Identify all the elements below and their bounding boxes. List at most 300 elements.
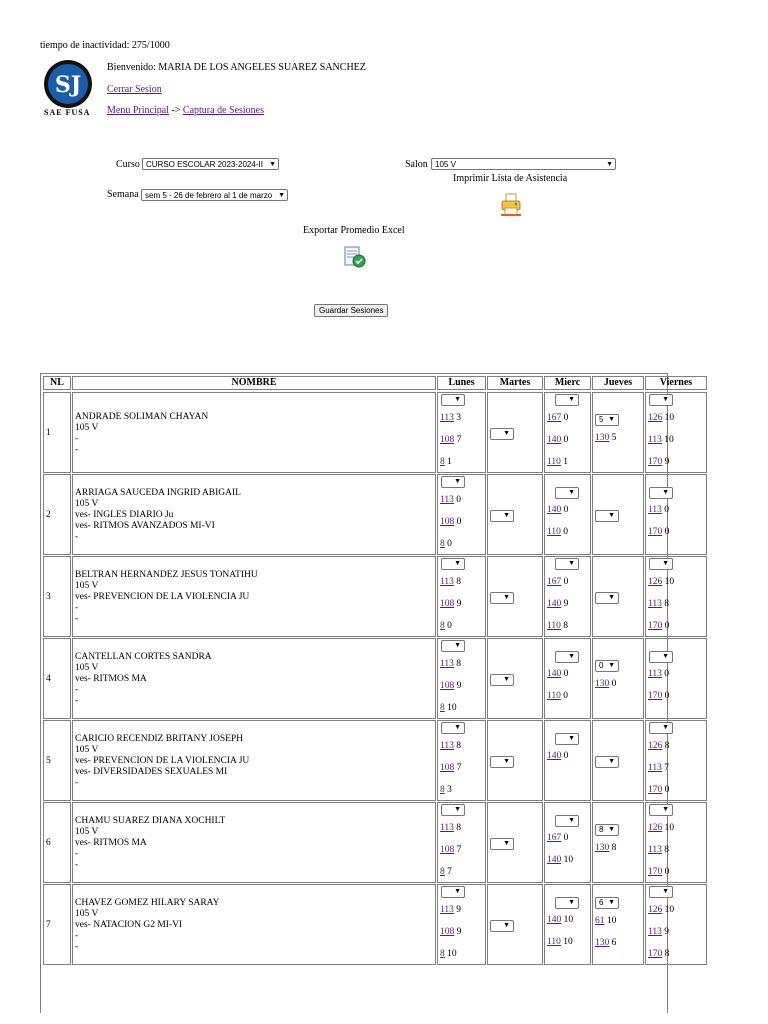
- nl-cell: [43, 556, 71, 637]
- session-link[interactable]: 130: [595, 938, 610, 948]
- chevron-down-icon: ▼: [454, 396, 461, 403]
- session-link[interactable]: 140: [547, 751, 562, 761]
- session-link[interactable]: 167: [547, 413, 562, 423]
- student-detail: ves- INGLES DIARIO Ju: [75, 510, 174, 520]
- mierc-select[interactable]: [555, 394, 579, 406]
- session-link[interactable]: 113: [440, 659, 454, 669]
- lunes-cell: [437, 474, 486, 555]
- session-link[interactable]: 113: [648, 763, 662, 773]
- chevron-down-icon: ▼: [503, 921, 510, 929]
- chevron-down-icon: ▼: [608, 899, 615, 906]
- session-link[interactable]: 170: [648, 691, 663, 701]
- chevron-down-icon: ▼: [568, 817, 575, 824]
- viernes-select[interactable]: [649, 394, 673, 406]
- session-link[interactable]: 126: [648, 577, 663, 587]
- session-link[interactable]: 113: [648, 599, 662, 609]
- logout-link[interactable]: Cerrar Sesion: [107, 84, 162, 95]
- session-link[interactable]: 110: [547, 621, 561, 631]
- excel-export-icon[interactable]: [344, 246, 366, 268]
- session-grade: 8: [560, 621, 569, 631]
- martes-select[interactable]: [490, 756, 514, 768]
- session-link[interactable]: 113: [648, 435, 662, 445]
- martes-select[interactable]: [490, 592, 514, 604]
- jueves-select[interactable]: [595, 660, 619, 672]
- nl-cell: [43, 392, 71, 473]
- session-entry: [648, 413, 674, 423]
- session-entry: [648, 823, 674, 833]
- session-link[interactable]: 113: [440, 577, 454, 587]
- session-entry: [440, 659, 461, 669]
- viernes-cell: [645, 720, 707, 801]
- session-grade: 9: [454, 927, 462, 937]
- chevron-down-icon: ▼: [568, 735, 575, 742]
- mierc-cell: [544, 720, 591, 801]
- session-link[interactable]: 113: [440, 823, 454, 833]
- student-detail: -: [75, 696, 79, 706]
- student-detail: 105 V: [75, 827, 99, 837]
- session-link[interactable]: 167: [547, 833, 562, 843]
- session-entry: [648, 457, 669, 467]
- session-grade: 7: [661, 763, 670, 773]
- viernes-cell: [645, 884, 707, 965]
- session-link[interactable]: 167: [547, 577, 562, 587]
- name-cell: [72, 884, 436, 965]
- session-entry: [440, 845, 461, 855]
- session-grade: 0: [561, 833, 569, 843]
- name-cell: [72, 392, 436, 473]
- session-link[interactable]: 140: [547, 915, 562, 925]
- student-name: ARRIAGA SAUCEDA INGRID ABIGAIL: [75, 488, 241, 498]
- viernes-cell: [645, 392, 707, 473]
- lunes-select[interactable]: [441, 886, 465, 898]
- row-number: 3: [46, 591, 51, 602]
- session-grade: 10: [662, 823, 675, 833]
- student-detail: -: [75, 433, 79, 444]
- session-grade: 9: [661, 927, 670, 937]
- chevron-down-icon: ▼: [608, 416, 615, 423]
- student-detail: ves- PREVENCION DE LA VIOLENCIA JU: [75, 756, 250, 766]
- lunes-cell: [437, 638, 486, 719]
- jueves-cell: [592, 556, 644, 637]
- session-entry: [440, 495, 461, 505]
- row-number: 6: [46, 837, 51, 848]
- student-detail: ves- RITMOS MA: [75, 674, 147, 684]
- session-entry: [648, 949, 669, 959]
- session-entry: [648, 621, 669, 631]
- mierc-select[interactable]: [555, 487, 579, 499]
- session-link[interactable]: 108: [440, 927, 455, 937]
- session-entry: [440, 785, 452, 795]
- student-detail: -: [75, 444, 79, 455]
- viernes-select[interactable]: [649, 487, 673, 499]
- table-row: [41, 802, 675, 883]
- mierc-cell: [544, 556, 591, 637]
- viernes-select[interactable]: [649, 886, 673, 898]
- student-detail: 105 V: [75, 909, 99, 919]
- session-grade: 8: [453, 741, 462, 751]
- session-entry: [440, 577, 461, 587]
- viernes-select[interactable]: [649, 722, 673, 734]
- session-entry: [440, 927, 461, 937]
- viernes-select[interactable]: [649, 651, 673, 663]
- martes-cell: [487, 802, 543, 883]
- session-grade: 0: [662, 785, 670, 795]
- session-link[interactable]: 113: [648, 505, 662, 515]
- session-link[interactable]: 170: [648, 949, 663, 959]
- student-detail: ves- RITMOS AVANZADOS MI-VI: [75, 521, 215, 531]
- session-entry: [595, 679, 616, 689]
- session-entry: [648, 763, 669, 773]
- student-detail: 105 V: [75, 745, 99, 755]
- lunes-select[interactable]: [441, 804, 465, 816]
- mierc-select[interactable]: [555, 733, 579, 745]
- chevron-down-icon: ▼: [568, 489, 575, 496]
- session-grade: 8: [662, 741, 670, 751]
- session-link[interactable]: 113: [440, 741, 454, 751]
- breadcrumb: [107, 105, 264, 116]
- jueves-select[interactable]: [595, 414, 619, 426]
- lunes-cell: [437, 392, 486, 473]
- jueves-select[interactable]: [595, 824, 619, 836]
- session-grade: 9: [662, 457, 670, 467]
- student-detail: -: [75, 849, 79, 859]
- save-sessions-button[interactable]: Guardar Sesiones: [314, 304, 388, 317]
- session-link[interactable]: 170: [648, 457, 663, 467]
- session-grade: 10: [561, 915, 574, 925]
- session-grade: 0: [662, 691, 670, 701]
- session-link[interactable]: 61: [595, 916, 605, 926]
- session-entry: [648, 599, 669, 609]
- session-link[interactable]: 8: [440, 785, 445, 795]
- session-entry: [595, 916, 616, 926]
- session-link[interactable]: 130: [595, 843, 610, 853]
- lunes-select[interactable]: [441, 640, 465, 652]
- logo-caption: SAE FUSA: [44, 108, 91, 117]
- chevron-down-icon: ▼: [503, 839, 510, 847]
- session-entry: [547, 435, 568, 445]
- session-grade: 10: [560, 937, 573, 947]
- martes-select[interactable]: [490, 428, 514, 440]
- jueves-cell: [592, 884, 644, 965]
- salon-label: Salon: [405, 159, 428, 170]
- session-entry: [648, 577, 674, 587]
- session-link[interactable]: 110: [547, 527, 561, 537]
- jueves-cell: [592, 802, 644, 883]
- lunes-cell: [437, 556, 486, 637]
- session-grade: 10: [561, 855, 574, 865]
- session-grade: 3: [444, 785, 452, 795]
- row-number: 1: [46, 427, 51, 438]
- session-link[interactable]: 130: [595, 679, 610, 689]
- session-link[interactable]: 113: [440, 905, 454, 915]
- session-link[interactable]: 108: [440, 845, 455, 855]
- mierc-cell: [544, 638, 591, 719]
- martes-select[interactable]: [490, 838, 514, 850]
- printer-icon[interactable]: [500, 193, 522, 217]
- student-name: ANDRADE SOLIMAN CHAYAN: [75, 411, 209, 422]
- curso-select-value: CURSO ESCOLAR 2023-2024-II: [146, 160, 263, 169]
- table-row: [41, 474, 670, 555]
- session-entry: [547, 751, 568, 761]
- header-cell-lunes: Lunes: [437, 376, 486, 390]
- jueves-select[interactable]: [595, 897, 619, 909]
- session-grade: 8: [453, 823, 462, 833]
- select-value: 8: [599, 825, 604, 834]
- session-link[interactable]: 140: [547, 855, 562, 865]
- name-cell: [72, 474, 436, 555]
- lunes-cell: [437, 720, 486, 801]
- session-entry: [440, 823, 461, 833]
- student-detail: ves- NATACION G2 MI-VI: [75, 920, 183, 930]
- viernes-select[interactable]: [649, 804, 673, 816]
- session-grade: 8: [661, 845, 670, 855]
- session-link[interactable]: 126: [648, 823, 663, 833]
- mierc-cell: [544, 884, 591, 965]
- chevron-down-icon: ▼: [278, 192, 285, 199]
- chevron-down-icon: ▼: [662, 724, 669, 731]
- martes-cell: [487, 884, 543, 965]
- chevron-down-icon: ▼: [606, 161, 613, 168]
- session-link[interactable]: 8: [440, 949, 445, 959]
- student-name: BELTRAN HERNANDEZ JESUS TONATIHU: [75, 570, 258, 580]
- chevron-down-icon: ▼: [662, 806, 669, 813]
- student-detail: ves- RITMOS MA: [75, 838, 147, 848]
- session-link[interactable]: 8: [440, 703, 445, 713]
- chevron-down-icon: ▼: [568, 560, 575, 567]
- table-row: [41, 638, 670, 719]
- table-row: [41, 720, 670, 801]
- session-entry: [547, 457, 568, 467]
- martes-cell: [487, 720, 543, 801]
- session-grade: 7: [454, 845, 462, 855]
- chevron-down-icon: ▼: [662, 653, 669, 660]
- session-entry: [547, 915, 573, 925]
- session-link[interactable]: 8: [440, 539, 445, 549]
- name-cell: [72, 556, 436, 637]
- chevron-down-icon: ▼: [503, 511, 510, 519]
- session-entry: [547, 833, 568, 843]
- session-grade: 9: [453, 905, 462, 915]
- session-link[interactable]: 126: [648, 413, 663, 423]
- session-link[interactable]: 108: [440, 435, 455, 445]
- header-cell-viernes: Viernes: [645, 376, 707, 390]
- session-entry: [547, 691, 568, 701]
- chevron-down-icon: ▼: [608, 511, 615, 519]
- session-link[interactable]: 108: [440, 681, 455, 691]
- chevron-down-icon: ▼: [568, 653, 575, 660]
- session-entry: [440, 867, 452, 877]
- attendance-table: [40, 373, 693, 1013]
- student-detail: 105 V: [75, 581, 99, 591]
- session-link[interactable]: 170: [648, 785, 663, 795]
- name-cell: [72, 720, 436, 801]
- session-grade: 0: [561, 577, 569, 587]
- lunes-cell: [437, 802, 486, 883]
- jueves-cell: [592, 638, 644, 719]
- session-grade: 10: [444, 949, 457, 959]
- session-grade: 0: [561, 751, 569, 761]
- semana-select-value: sem 5 - 26 de febrero al 1 de marzo: [145, 191, 273, 200]
- student-detail: -: [75, 942, 79, 952]
- session-link[interactable]: 8: [440, 867, 445, 877]
- session-link[interactable]: 170: [648, 527, 663, 537]
- martes-select[interactable]: [490, 920, 514, 932]
- lunes-select[interactable]: [441, 722, 465, 734]
- session-link[interactable]: 130: [595, 433, 610, 443]
- row-number: 5: [46, 755, 51, 766]
- viernes-cell: [645, 474, 707, 555]
- nl-cell: [43, 638, 71, 719]
- martes-select[interactable]: [490, 510, 514, 522]
- chevron-down-icon: ▼: [454, 724, 461, 731]
- session-link[interactable]: 140: [547, 669, 562, 679]
- semana-select[interactable]: [141, 189, 288, 201]
- session-grade: 0: [561, 413, 569, 423]
- session-link[interactable]: 140: [547, 505, 562, 515]
- jueves-cell: [592, 474, 644, 555]
- table-row: [41, 556, 675, 637]
- salon-select[interactable]: [431, 158, 616, 170]
- session-entry: [648, 527, 669, 537]
- session-grade: 0: [561, 435, 569, 445]
- session-grade: 9: [561, 599, 569, 609]
- svg-text:SJ: SJ: [54, 72, 82, 98]
- mierc-cell: [544, 392, 591, 473]
- export-excel-label: Exportar Promedio Excel: [303, 225, 405, 236]
- chevron-down-icon: ▼: [662, 560, 669, 567]
- mierc-select[interactable]: [555, 897, 579, 909]
- student-detail: -: [75, 931, 79, 941]
- student-detail: -: [75, 614, 79, 624]
- jueves-select[interactable]: [595, 592, 619, 604]
- chevron-down-icon: ▼: [503, 429, 510, 437]
- session-grade: 8: [609, 843, 617, 853]
- martes-select[interactable]: [490, 674, 514, 686]
- session-grade: 0: [662, 867, 670, 877]
- select-value: 6: [599, 898, 604, 907]
- captura-sesiones-link[interactable]: Captura de Sesiones: [182, 105, 265, 116]
- session-grade: 10: [604, 916, 617, 926]
- martes-cell: [487, 474, 543, 555]
- lunes-select[interactable]: [441, 394, 465, 406]
- welcome-text: Bienvenido: MARIA DE LOS ANGELES SUAREZ SANCHEZ: [107, 62, 366, 73]
- table-row: [41, 392, 675, 473]
- nl-cell: [43, 802, 71, 883]
- mierc-cell: [544, 802, 591, 883]
- session-entry: [547, 413, 568, 423]
- header-cell-jueves: Jueves: [592, 376, 644, 390]
- session-grade: 10: [661, 435, 674, 445]
- curso-select[interactable]: [142, 158, 279, 170]
- session-entry: [547, 577, 568, 587]
- session-entry: [648, 867, 669, 877]
- chevron-down-icon: ▼: [454, 806, 461, 813]
- viernes-cell: [645, 802, 707, 883]
- header-cell-martes: Martes: [487, 376, 543, 390]
- session-grade: 0: [662, 621, 670, 631]
- session-link[interactable]: 140: [547, 599, 562, 609]
- session-link[interactable]: 108: [440, 599, 455, 609]
- semana-label: Semana: [107, 189, 139, 200]
- session-link[interactable]: 170: [648, 867, 663, 877]
- mierc-select[interactable]: [555, 558, 579, 570]
- session-entry: [648, 741, 669, 751]
- session-grade: 10: [662, 577, 675, 587]
- lunes-select[interactable]: [441, 558, 465, 570]
- session-entry: [440, 741, 461, 751]
- session-entry: [547, 527, 568, 537]
- session-grade: 5: [609, 433, 617, 443]
- session-grade: 0: [444, 621, 452, 631]
- session-grade: 9: [454, 681, 462, 691]
- mierc-select[interactable]: [555, 651, 579, 663]
- lunes-select[interactable]: [441, 476, 465, 488]
- session-link[interactable]: 108: [440, 517, 455, 527]
- chevron-down-icon: ▼: [454, 478, 461, 485]
- viernes-select[interactable]: [649, 558, 673, 570]
- session-link[interactable]: 126: [648, 741, 663, 751]
- session-link[interactable]: 140: [547, 435, 562, 445]
- mierc-select[interactable]: [555, 815, 579, 827]
- session-link[interactable]: 110: [547, 937, 561, 947]
- session-link[interactable]: 113: [648, 669, 662, 679]
- chevron-down-icon: ▼: [568, 396, 575, 403]
- jueves-select[interactable]: [595, 756, 619, 768]
- session-grade: 0: [454, 517, 462, 527]
- chevron-down-icon: ▼: [662, 489, 669, 496]
- session-entry: [595, 843, 616, 853]
- name-cell: [72, 638, 436, 719]
- session-grade: 7: [444, 867, 452, 877]
- session-grade: 0: [453, 495, 462, 505]
- session-grade: 10: [662, 905, 675, 915]
- session-entry: [440, 599, 461, 609]
- session-link[interactable]: 113: [648, 927, 662, 937]
- menu-principal-link[interactable]: Menu Principal: [107, 105, 169, 116]
- session-link[interactable]: 108: [440, 763, 455, 773]
- session-link[interactable]: 8: [440, 621, 445, 631]
- session-grade: 0: [560, 691, 569, 701]
- chevron-down-icon: ▼: [608, 826, 615, 833]
- session-entry: [440, 763, 461, 773]
- session-link[interactable]: 110: [547, 457, 561, 467]
- session-entry: [547, 937, 573, 947]
- session-grade: 10: [662, 413, 675, 423]
- name-cell: [72, 802, 436, 883]
- session-grade: 0: [561, 669, 569, 679]
- session-link[interactable]: 110: [547, 691, 561, 701]
- nl-cell: [43, 884, 71, 965]
- chevron-down-icon: ▼: [608, 593, 615, 601]
- session-grade: 8: [453, 577, 462, 587]
- session-entry: [547, 599, 568, 609]
- session-link[interactable]: 113: [440, 413, 454, 423]
- session-grade: 0: [661, 669, 670, 679]
- martes-cell: [487, 638, 543, 719]
- session-link[interactable]: 126: [648, 905, 663, 915]
- session-link[interactable]: 113: [440, 495, 454, 505]
- session-grade: 1: [560, 457, 569, 467]
- session-link[interactable]: 113: [648, 845, 662, 855]
- student-detail: -: [75, 532, 79, 542]
- print-attendance-label: Imprimir Lista de Asistencia: [453, 173, 568, 184]
- session-link[interactable]: 8: [440, 457, 445, 467]
- session-entry: [440, 413, 461, 423]
- jueves-select[interactable]: [595, 510, 619, 522]
- session-link[interactable]: 170: [648, 621, 663, 631]
- session-grade: 0: [560, 527, 569, 537]
- session-entry: [440, 681, 461, 691]
